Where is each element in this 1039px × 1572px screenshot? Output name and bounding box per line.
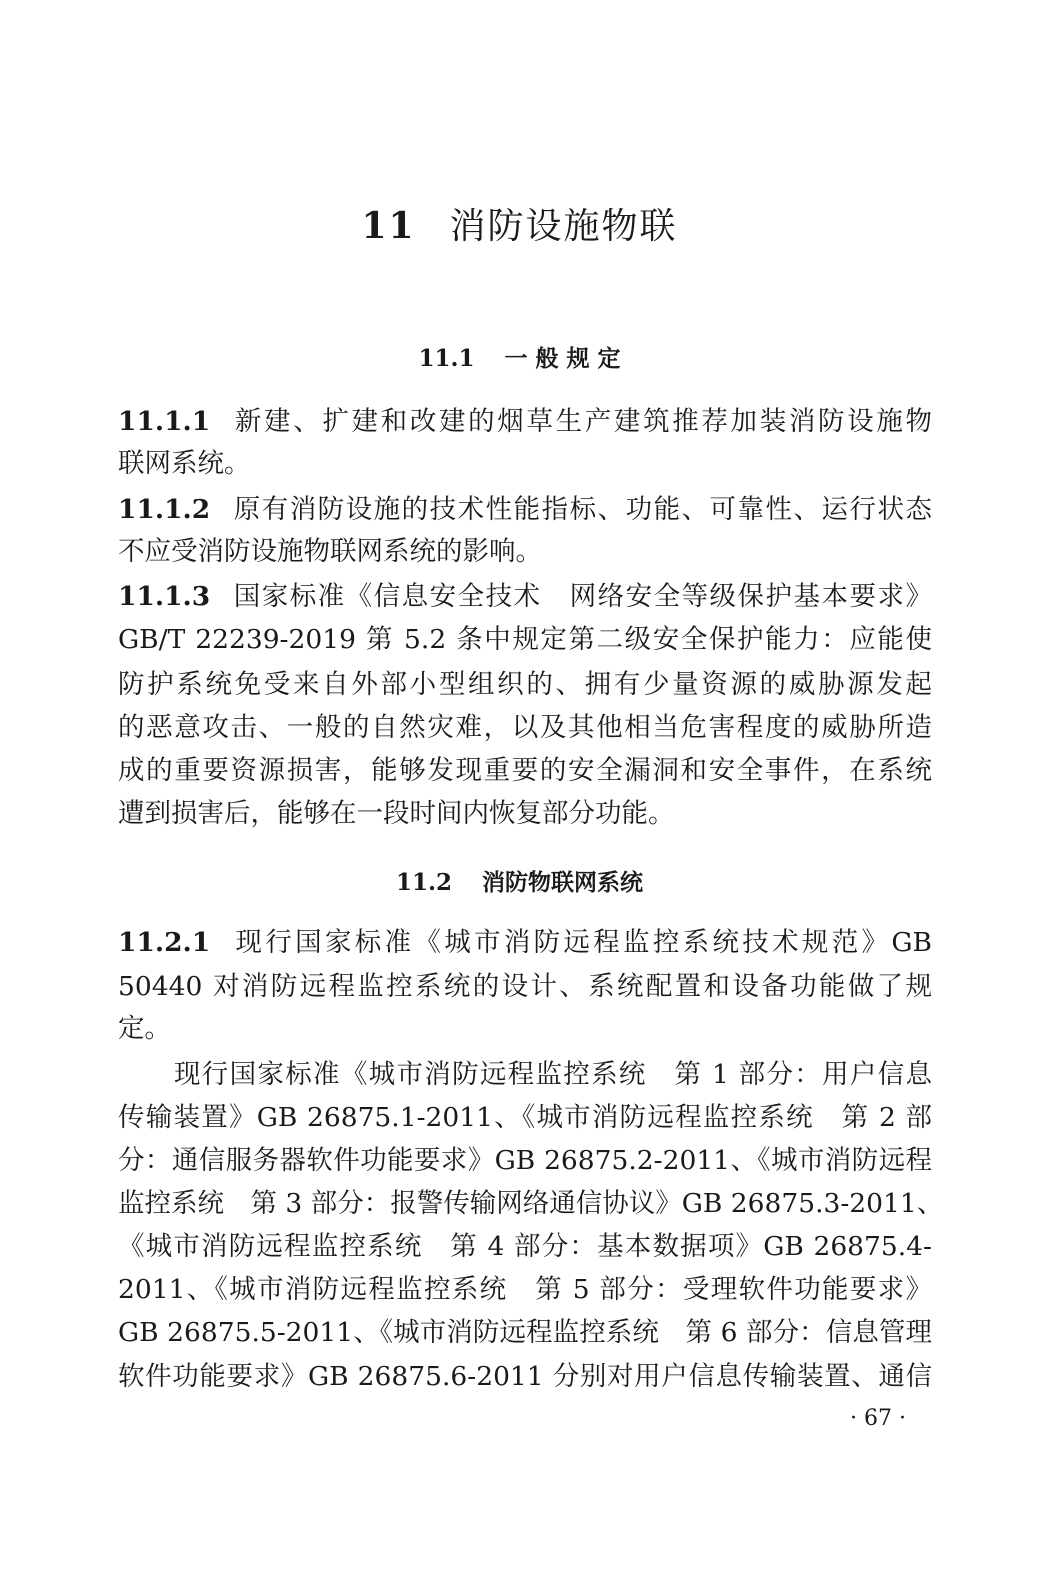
section-heading-11-2 xyxy=(0,864,1039,897)
page-number: · 67 · xyxy=(850,1406,906,1431)
clause-11-1-3 xyxy=(118,579,932,615)
text-line: 原有消防设施的技术性能指标、功能、可靠性、运行状态 xyxy=(232,494,932,525)
clause-11-1-1 xyxy=(118,404,932,440)
text-line: 软件功能要求》GB 26875.6-2011 分别对用户信息传输装置、通信 xyxy=(118,1361,932,1392)
chapter-title-text: 消防设施物联 xyxy=(449,206,678,247)
text-line: 监控系统 第 3 部分：报警传输网络通信协议》GB 26875.3-2011、 xyxy=(118,1188,944,1219)
text-line: 50440 对消防远程监控系统的设计、系统配置和设备功能做了规 xyxy=(118,971,932,1002)
clause-number: 11.1.3 xyxy=(118,581,211,612)
section-number: 11.1 xyxy=(418,345,475,372)
text-line: 定。 xyxy=(118,1013,171,1044)
section-title: 消防物联网系统 xyxy=(482,869,644,896)
section-heading-11-1 xyxy=(0,340,1039,373)
chapter-title xyxy=(0,198,1039,249)
clause-number: 11.1.2 xyxy=(118,494,211,525)
text-line: 现行国家标准《城市消防远程监控系统 第 1 部分：用户信息 xyxy=(174,1059,932,1090)
text-line: 传输装置》GB 26875.1-2011、《城市消防远程监控系统 第 2 部 xyxy=(118,1102,932,1133)
text-line: 2011、《城市消防远程监控系统 第 5 部分：受理软件功能要求》 xyxy=(118,1274,932,1305)
text-line: 国家标准《信息安全技术 网络安全等级保护基本要求》 xyxy=(232,581,932,612)
text-line: 《城市消防远程监控系统 第 4 部分：基本数据项》GB 26875.4- xyxy=(118,1231,932,1262)
text-line: 防护系统免受来自外部小型组织的、拥有少量资源的威胁源发起 xyxy=(118,669,932,700)
section-number: 11.2 xyxy=(395,869,453,896)
clause-number: 11.1.1 xyxy=(118,406,211,437)
text-line: GB/T 22239-2019 第 5.2 条中规定第二级安全保护能力：应能使 xyxy=(118,624,932,655)
text-line: 成的重要资源损害，能够发现重要的安全漏洞和安全事件，在系统 xyxy=(118,755,932,786)
text-line: 现行国家标准《城市消防远程监控系统技术规范》GB xyxy=(232,927,932,958)
clause-11-1-2 xyxy=(118,492,932,528)
text-line: 的恶意攻击、一般的自然灾难，以及其他相当危害程度的威胁所造 xyxy=(118,712,932,743)
text-line: 遭到损害后，能够在一段时间内恢复部分功能。 xyxy=(118,798,675,829)
section-title: 一 般 规 定 xyxy=(504,345,621,372)
clause-number: 11.2.1 xyxy=(118,927,211,958)
text-line: 分：通信服务器软件功能要求》GB 26875.2-2011、《城市消防远程 xyxy=(118,1145,932,1176)
text-line: 新建、扩建和改建的烟草生产建筑推荐加装消防设施物 xyxy=(232,406,932,437)
text-line: 不应受消防设施物联网系统的影响。 xyxy=(118,536,542,567)
text-line: GB 26875.5-2011、《城市消防远程监控系统 第 6 部分：信息管理 xyxy=(118,1317,932,1348)
clause-11-2-1 xyxy=(118,925,932,961)
chapter-number: 11 xyxy=(361,205,416,247)
text-line: 联网系统。 xyxy=(118,448,251,479)
